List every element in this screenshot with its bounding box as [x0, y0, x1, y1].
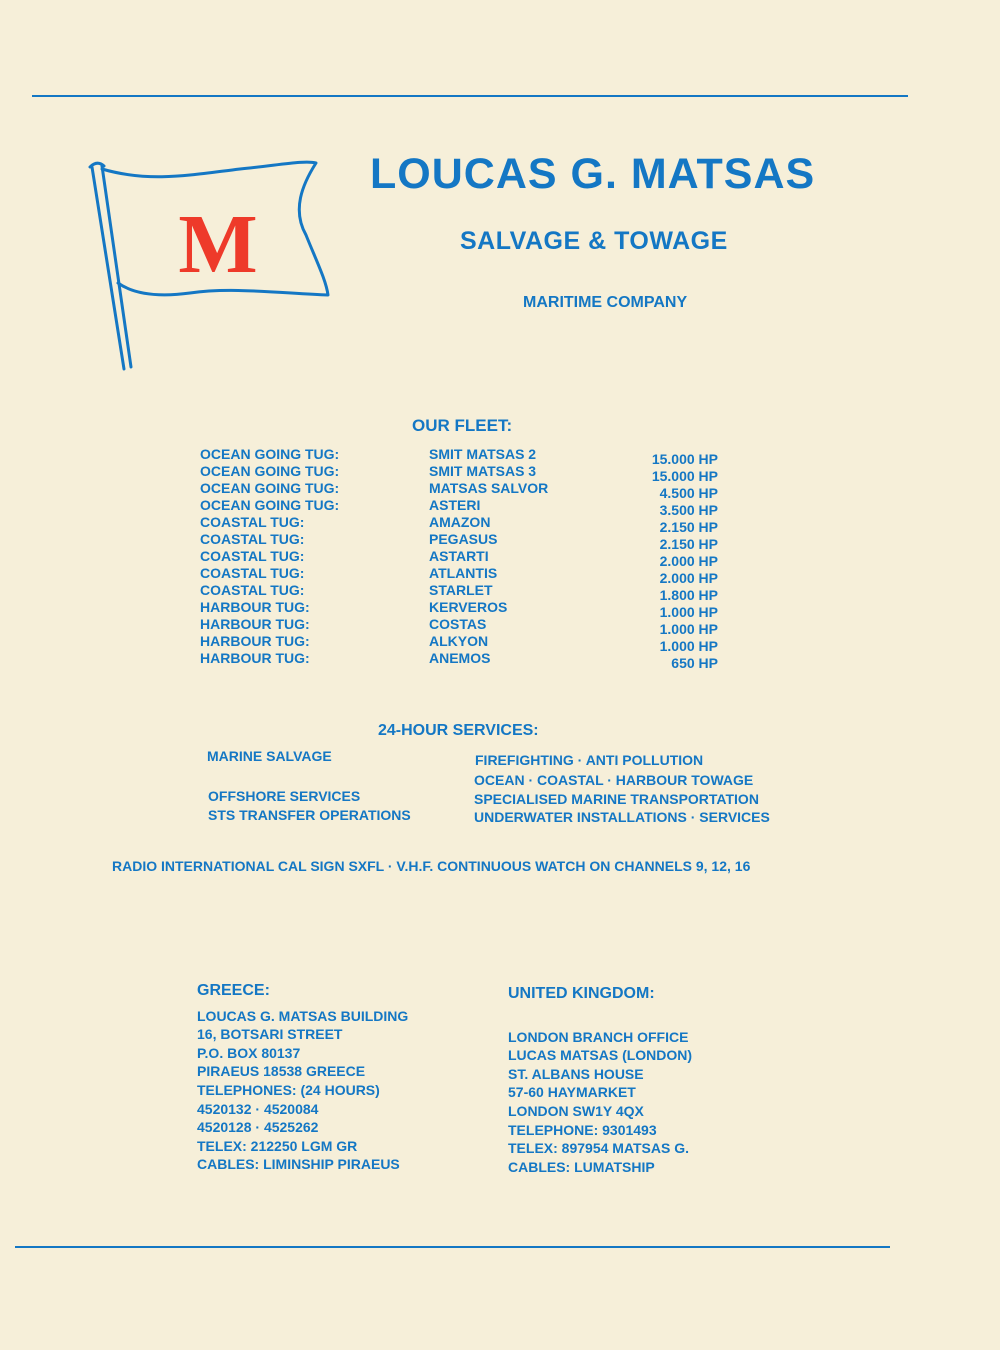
fleet-row: [200, 616, 740, 637]
vessel-name: SMIT MATSAS 3: [429, 463, 537, 479]
address-line: PIRAEUS 18538 GREECE: [197, 1063, 366, 1080]
fleet-row: [200, 650, 740, 671]
vessel-horsepower: 1.800 HP: [659, 587, 718, 603]
vessel-horsepower: 2.000 HP: [659, 553, 718, 569]
vessel-horsepower: 3.500 HP: [659, 502, 718, 518]
vessel-type: HARBOUR TUG:: [200, 616, 310, 632]
vessel-name: MATSAS SALVOR: [429, 480, 549, 496]
services-heading: 24-HOUR SERVICES:: [378, 722, 539, 739]
address-line: ST. ALBANS HOUSE: [508, 1065, 644, 1082]
address-line: LUCAS MATSAS (LONDON): [508, 1047, 693, 1064]
vessel-type: HARBOUR TUG:: [200, 633, 310, 649]
uk-heading: UNITED KINGDOM:: [508, 985, 655, 1002]
service-item: OFFSHORE SERVICES: [208, 788, 361, 804]
vessel-type: OCEAN GOING TUG:: [200, 497, 340, 513]
service-item: SPECIALISED MARINE TRANSPORTATION: [474, 791, 759, 807]
company-tagline: MARITIME COMPANY: [523, 294, 688, 311]
vessel-type: COASTAL TUG:: [200, 548, 305, 564]
flag-logo-icon: [80, 155, 340, 380]
fleet-row: [200, 599, 740, 620]
address-line: LONDON SW1Y 4QX: [508, 1102, 644, 1119]
fleet-table: [200, 446, 740, 671]
vessel-type: HARBOUR TUG:: [200, 650, 310, 666]
vessel-type: OCEAN GOING TUG:: [200, 480, 340, 496]
company-name: LOUCAS G. MATSAS: [370, 150, 816, 198]
fleet-row: [200, 548, 740, 569]
address-line: TELEPHONES: (24 HOURS): [197, 1081, 380, 1098]
address-line: CABLES: LIMINSHIP PIRAEUS: [197, 1156, 400, 1173]
fleet-row: [200, 565, 740, 586]
greece-address: [197, 982, 408, 1174]
vessel-name: COSTAS: [429, 616, 487, 632]
vessel-name: KERVEROS: [429, 599, 508, 615]
top-rule: [32, 95, 908, 97]
radio-callsign: RADIO INTERNATIONAL CAL SIGN SXFL · V.H.F. CONTINUOUS WATCH ON CHANNELS 9, 12, 16: [112, 858, 751, 874]
vessel-horsepower: 2.150 HP: [659, 536, 718, 552]
vessel-name: SMIT MATSAS 2: [429, 446, 537, 462]
service-item: OCEAN · COASTAL · HARBOUR TOWAGE: [474, 772, 754, 788]
vessel-type: OCEAN GOING TUG:: [200, 463, 340, 479]
vessel-name: ANEMOS: [429, 650, 491, 666]
vessel-horsepower: 15.000 HP: [651, 451, 718, 467]
address-line: LONDON BRANCH OFFICE: [508, 1028, 689, 1045]
vessel-horsepower: 1.000 HP: [659, 604, 718, 620]
address-line: P.O. BOX 80137: [197, 1044, 301, 1061]
vessel-horsepower: 2.150 HP: [659, 519, 718, 535]
vessel-name: PEGASUS: [429, 531, 498, 547]
address-line: TELEX: 212250 LGM GR: [197, 1137, 358, 1154]
vessel-type: HARBOUR TUG:: [200, 599, 310, 615]
vessel-name: ASTARTI: [429, 548, 489, 564]
service-item: UNDERWATER INSTALLATIONS · SERVICES: [474, 809, 770, 825]
service-item: FIREFIGHTING · ANTI POLLUTION: [475, 752, 704, 768]
vessel-name: ASTERI: [429, 497, 481, 513]
vessel-name: ATLANTIS: [429, 565, 498, 581]
uk-address: [508, 985, 692, 1176]
vessel-type: COASTAL TUG:: [200, 582, 305, 598]
service-item: STS TRANSFER OPERATIONS: [208, 807, 411, 823]
service-item: MARINE SALVAGE: [207, 748, 332, 764]
vessel-type: COASTAL TUG:: [200, 514, 305, 530]
address-line: 4520132 · 4520084: [197, 1100, 319, 1117]
bottom-rule: [15, 1246, 890, 1248]
vessel-horsepower: 2.000 HP: [659, 570, 718, 586]
address-line: TELEPHONE: 9301493: [508, 1121, 657, 1138]
fleet-row: [200, 497, 740, 518]
vessel-horsepower: 15.000 HP: [651, 468, 718, 484]
fleet-row: [200, 633, 740, 654]
vessel-type: OCEAN GOING TUG:: [200, 446, 340, 462]
fleet-row: [200, 446, 740, 467]
fleet-heading: OUR FLEET:: [412, 416, 513, 435]
fleet-row: [200, 531, 740, 552]
address-line: TELEX: 897954 MATSAS G.: [508, 1140, 690, 1157]
greece-heading: GREECE:: [197, 982, 270, 999]
fleet-row: [200, 480, 740, 501]
address-line: CABLES: LUMATSHIP: [508, 1158, 655, 1175]
address-line: 4520128 · 4525262: [197, 1119, 319, 1136]
address-line: 57-60 HAYMARKET: [508, 1084, 636, 1101]
fleet-row: [200, 514, 740, 535]
vessel-horsepower: 1.000 HP: [659, 621, 718, 637]
vessel-horsepower: 650 HP: [671, 655, 718, 671]
vessel-horsepower: 1.000 HP: [659, 638, 718, 654]
vessel-name: ALKYON: [429, 633, 489, 649]
logo-letter: M: [178, 198, 258, 291]
fleet-row: [200, 582, 740, 603]
address-line: LOUCAS G. MATSAS BUILDING: [197, 1007, 409, 1024]
company-subtitle: SALVAGE & TOWAGE: [460, 227, 728, 255]
vessel-name: STARLET: [429, 582, 493, 598]
vessel-type: COASTAL TUG:: [200, 565, 305, 581]
address-line: 16, BOTSARI STREET: [197, 1026, 343, 1043]
vessel-name: AMAZON: [429, 514, 491, 530]
fleet-row: [200, 463, 740, 484]
vessel-horsepower: 4.500 HP: [659, 485, 718, 501]
vessel-type: COASTAL TUG:: [200, 531, 305, 547]
